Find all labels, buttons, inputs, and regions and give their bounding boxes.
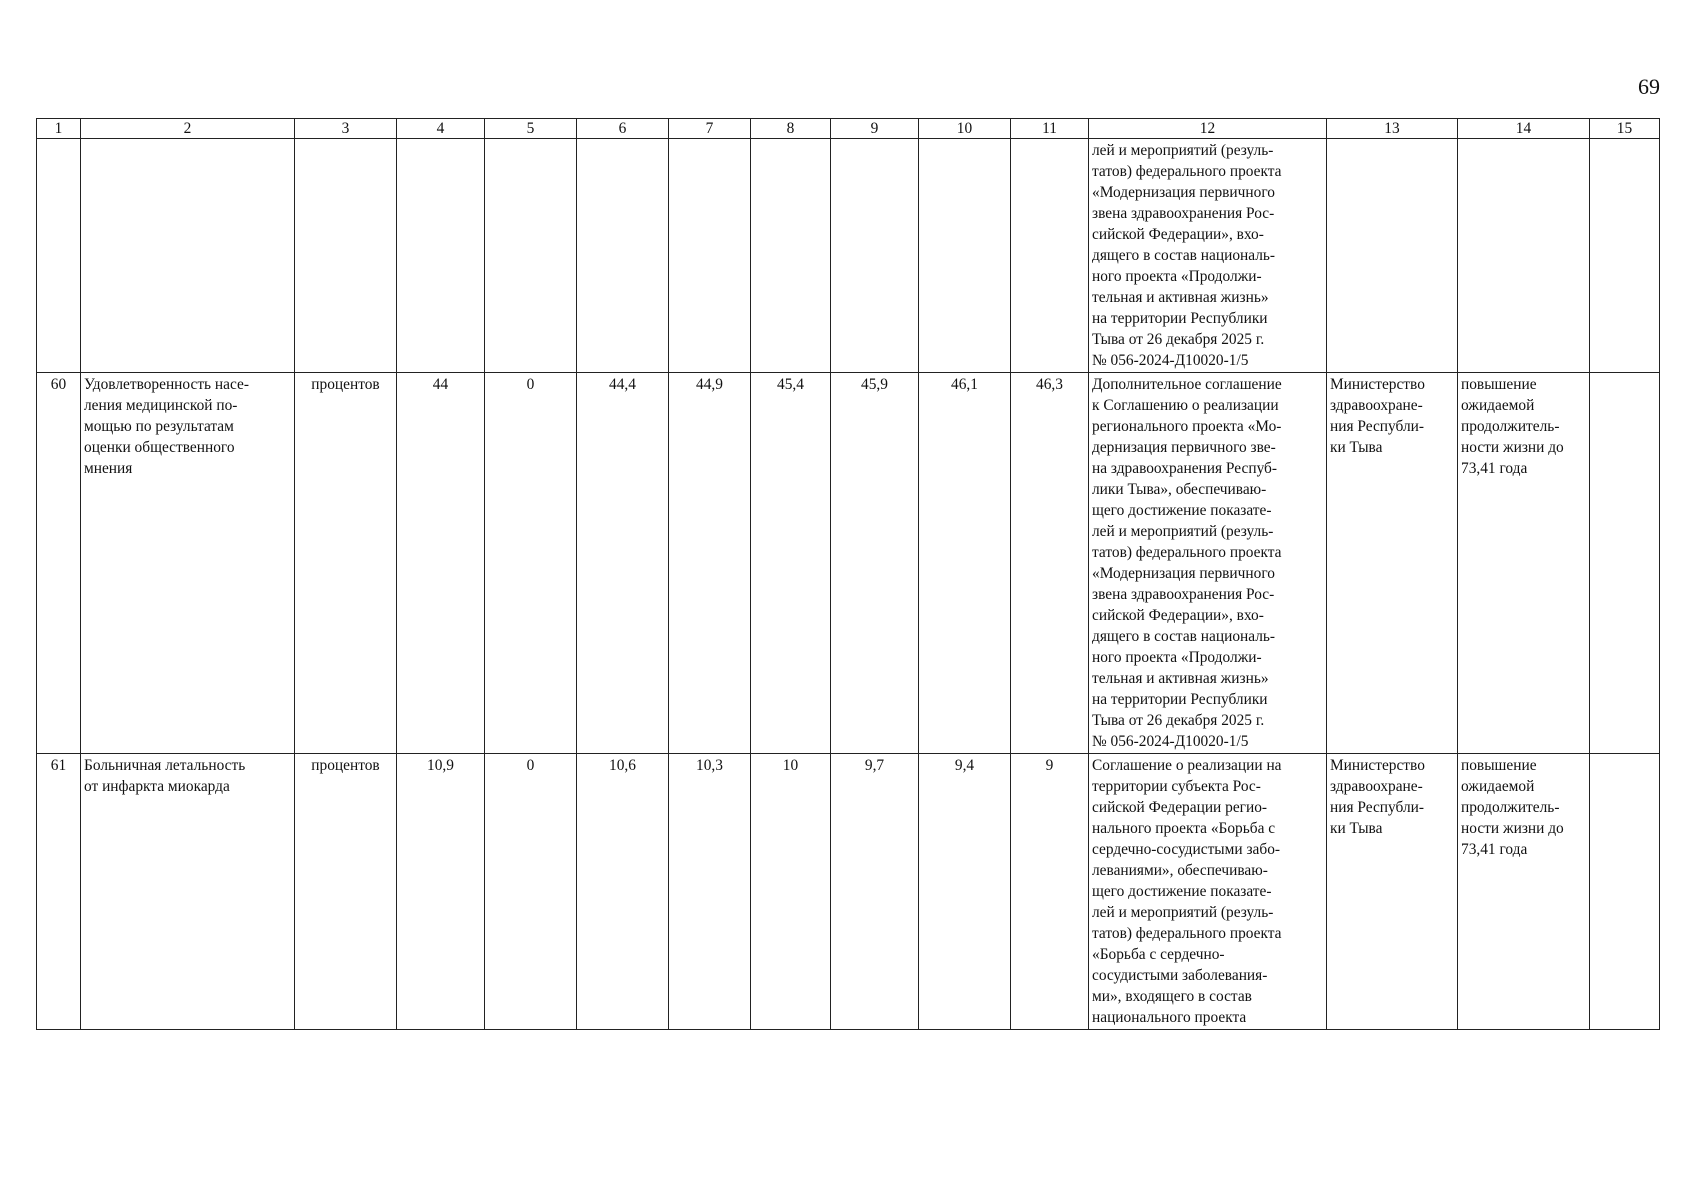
table-row — [37, 754, 1660, 1030]
column-header: 9 — [831, 119, 919, 139]
goal-link-cell: повышение ожидаемой продолжитель- ности жизни до 73,41 года — [1458, 754, 1590, 1030]
value-cell: 0 — [485, 754, 577, 1030]
column-header: 12 — [1089, 119, 1327, 139]
row-number-cell: 60 — [37, 373, 81, 754]
value-cell: 44,9 — [669, 373, 751, 754]
column-header: 8 — [751, 119, 831, 139]
indicator-name-cell — [81, 139, 295, 373]
value-cell: 10,6 — [577, 754, 669, 1030]
extra-cell — [1590, 139, 1660, 373]
document-cell: Дополнительное соглашение к Соглашению о реализации регионального проекта «Мо- дернизация первичного зве- на здравоохранения Респуб- лики Тыва», обеспечиваю- щего достижение показате- лей и мероприятий (резуль- татов) федерального проекта «Модернизация первичного звена здравоохранения Рос- сийской Федерации», вхо- дящего в состав националь- ного проекта «Продолжи- тельная и активная жизнь» на территории Республики Тыва от 26 декабря 2025 г. № 056-2024-Д10020-1/5 — [1089, 373, 1327, 754]
table-row — [37, 373, 1660, 754]
column-header: 6 — [577, 119, 669, 139]
value-cell: 0 — [485, 373, 577, 754]
row-number-cell: 61 — [37, 754, 81, 1030]
column-header: 10 — [919, 119, 1011, 139]
value-cell — [485, 139, 577, 373]
data-table — [36, 118, 1660, 1030]
column-header: 7 — [669, 119, 751, 139]
value-cell: 44 — [397, 373, 485, 754]
responsible-cell — [1327, 139, 1458, 373]
value-cell — [751, 139, 831, 373]
value-cell: 44,4 — [577, 373, 669, 754]
table-row — [37, 139, 1660, 373]
column-header: 14 — [1458, 119, 1590, 139]
unit-cell: процентов — [295, 373, 397, 754]
column-header: 13 — [1327, 119, 1458, 139]
indicator-name-cell: Удовлетворенность насе- ления медицинской по- мощью по результатам оценки общественного мнения — [81, 373, 295, 754]
indicator-name-cell: Больничная летальность от инфаркта миокарда — [81, 754, 295, 1030]
goal-link-cell: повышение ожидаемой продолжитель- ности жизни до 73,41 года — [1458, 373, 1590, 754]
column-header: 5 — [485, 119, 577, 139]
document-cell: лей и мероприятий (резуль- татов) федерального проекта «Модернизация первичного звена здравоохранения Рос- сийской Федерации», вхо- дящего в состав националь- ного проекта «Продолжи- тельная и активная жизнь» на территории Республики Тыва от 26 декабря 2025 г. № 056-2024-Д10020-1/5 — [1089, 139, 1327, 373]
header-row — [37, 119, 1660, 139]
value-cell — [1011, 139, 1089, 373]
responsible-cell: Министерство здравоохране- ния Республи- ки Тыва — [1327, 754, 1458, 1030]
document-cell: Соглашение о реализации на территории субъекта Рос- сийской Федерации регио- нального проекта «Борьба с сердечно-сосудистыми забо- леваниями», обеспечиваю- щего достижение показате- лей и мероприятий (резуль- татов) федерального проекта «Борьба с сердечно- сосудистыми заболевания- ми», входящего в состав национального проекта — [1089, 754, 1327, 1030]
value-cell: 45,4 — [751, 373, 831, 754]
value-cell — [831, 139, 919, 373]
value-cell — [577, 139, 669, 373]
column-header: 2 — [81, 119, 295, 139]
value-cell: 9 — [1011, 754, 1089, 1030]
column-header: 4 — [397, 119, 485, 139]
value-cell: 10,3 — [669, 754, 751, 1030]
value-cell — [919, 139, 1011, 373]
responsible-cell: Министерство здравоохране- ния Республи- ки Тыва — [1327, 373, 1458, 754]
value-cell: 45,9 — [831, 373, 919, 754]
extra-cell — [1590, 754, 1660, 1030]
goal-link-cell — [1458, 139, 1590, 373]
value-cell — [669, 139, 751, 373]
row-number-cell — [37, 139, 81, 373]
value-cell: 46,1 — [919, 373, 1011, 754]
value-cell: 9,4 — [919, 754, 1011, 1030]
value-cell — [397, 139, 485, 373]
column-header: 11 — [1011, 119, 1089, 139]
value-cell: 46,3 — [1011, 373, 1089, 754]
column-header: 3 — [295, 119, 397, 139]
unit-cell: процентов — [295, 754, 397, 1030]
page-number: 69 — [1638, 74, 1660, 99]
column-header: 15 — [1590, 119, 1660, 139]
value-cell: 9,7 — [831, 754, 919, 1030]
unit-cell — [295, 139, 397, 373]
extra-cell — [1590, 373, 1660, 754]
column-header: 1 — [37, 119, 81, 139]
value-cell: 10 — [751, 754, 831, 1030]
value-cell: 10,9 — [397, 754, 485, 1030]
